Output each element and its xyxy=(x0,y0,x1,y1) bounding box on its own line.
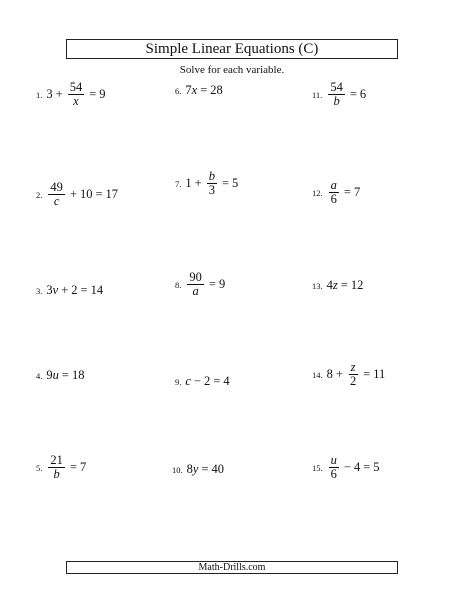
fraction-denominator: 6 xyxy=(330,467,337,481)
problem-rhs: 5 xyxy=(373,460,380,474)
problem-number: 4. xyxy=(36,370,43,381)
problem-number: 13. xyxy=(312,280,323,291)
problem-fraction xyxy=(48,181,65,208)
fraction-denominator: c xyxy=(53,194,60,208)
problem-3 xyxy=(36,283,103,298)
problem-rhs: 11 xyxy=(373,367,386,381)
problem-rhs: 4 xyxy=(223,374,230,388)
problem-term: 8 xyxy=(326,367,333,381)
problem-term: 3 xyxy=(46,87,53,101)
fraction-numerator: 54 xyxy=(330,80,343,94)
problem-number: 14. xyxy=(312,369,323,380)
problem-coefficient: 8 xyxy=(186,462,193,476)
problem-13 xyxy=(312,278,363,293)
problem-term: 1 xyxy=(185,176,192,190)
problem-coefficient: 9 xyxy=(46,368,53,382)
problem-rhs: 18 xyxy=(71,368,85,382)
problem-rhs: 6 xyxy=(359,87,367,101)
problem-number: 6. xyxy=(175,85,182,96)
problem-5 xyxy=(36,454,86,481)
problem-equals: = xyxy=(200,83,208,97)
problem-10 xyxy=(172,462,224,477)
problem-11 xyxy=(312,81,366,108)
problem-operator: + xyxy=(55,87,63,101)
problem-operator: − xyxy=(193,374,201,388)
problem-number: 10. xyxy=(172,464,183,475)
problem-variable: c xyxy=(185,374,191,388)
problem-rhs: 12 xyxy=(350,278,364,292)
problem-equals: = xyxy=(80,283,88,297)
fraction-numerator: u xyxy=(330,453,337,467)
problem-equals: = xyxy=(363,367,371,381)
worksheet-title: Simple Linear Equations (C) xyxy=(66,39,398,59)
problem-1 xyxy=(36,81,106,108)
fraction-denominator: 3 xyxy=(208,183,215,197)
fraction-numerator: 90 xyxy=(189,270,202,284)
problem-rhs: 28 xyxy=(210,83,223,97)
problem-term: 2 xyxy=(204,374,211,388)
problem-fraction xyxy=(48,454,65,481)
fraction-numerator: 21 xyxy=(50,453,63,467)
problem-number: 15. xyxy=(312,462,323,473)
problem-equals: = xyxy=(349,87,357,101)
problem-coefficient: 7 xyxy=(185,83,192,97)
problem-fraction xyxy=(329,454,339,481)
fraction-denominator: b xyxy=(53,467,60,481)
problem-variable: z xyxy=(332,278,338,292)
problem-12 xyxy=(312,179,360,206)
problem-equals: = xyxy=(213,374,221,388)
footer-site-name: Math-Drills.com xyxy=(66,561,398,574)
problem-2 xyxy=(36,181,118,208)
problem-equals: = xyxy=(340,278,348,292)
fraction-denominator: 6 xyxy=(330,192,337,206)
problem-variable: x xyxy=(191,83,198,97)
problem-equals: = xyxy=(221,176,229,190)
problem-rhs: 14 xyxy=(90,283,104,297)
problem-rhs: 9 xyxy=(218,277,226,291)
problem-equals: = xyxy=(363,460,371,474)
fraction-numerator: z xyxy=(350,360,356,374)
problem-15 xyxy=(312,454,380,481)
problem-number: 8. xyxy=(175,279,182,290)
problem-fraction xyxy=(187,271,204,298)
problem-operator: + xyxy=(61,283,69,297)
problem-variable: u xyxy=(52,368,59,382)
problem-fraction xyxy=(68,81,85,108)
problem-equals: = xyxy=(61,368,69,382)
problem-number: 11. xyxy=(312,89,323,100)
problem-operator: − xyxy=(343,460,351,474)
problem-number: 9. xyxy=(175,376,182,387)
problem-6 xyxy=(175,83,223,98)
problem-number: 3. xyxy=(36,285,43,296)
problem-number: 12. xyxy=(312,187,323,198)
problem-term: 2 xyxy=(71,283,78,297)
problem-9 xyxy=(175,374,230,389)
problem-term: 4 xyxy=(353,460,361,474)
fraction-numerator: a xyxy=(330,178,337,192)
problem-equals: = xyxy=(95,187,103,201)
problem-14 xyxy=(312,361,385,388)
problem-number: 7. xyxy=(175,178,182,189)
fraction-numerator: b xyxy=(208,169,215,183)
problem-equals: = xyxy=(208,277,216,291)
fraction-numerator: 49 xyxy=(50,180,63,194)
problem-rhs: 7 xyxy=(353,185,361,199)
problem-equals: = xyxy=(89,87,97,101)
problem-fraction xyxy=(328,81,345,108)
problem-operator: + xyxy=(194,176,202,190)
problem-4 xyxy=(36,368,84,383)
fraction-denominator: a xyxy=(192,284,199,298)
problem-number: 2. xyxy=(36,189,43,200)
problem-variable: y xyxy=(192,462,199,476)
problem-fraction xyxy=(348,361,358,388)
problem-term: 10 xyxy=(79,187,93,201)
fraction-denominator: b xyxy=(333,94,340,108)
problem-number: 1. xyxy=(36,89,43,100)
worksheet-instructions: Solve for each variable. xyxy=(179,64,285,76)
problem-coefficient: 3 xyxy=(46,283,53,297)
problem-8 xyxy=(175,271,225,298)
problem-rhs: 7 xyxy=(79,460,87,474)
problem-fraction xyxy=(329,179,339,206)
problem-rhs: 5 xyxy=(232,176,239,190)
problem-number: 5. xyxy=(36,462,43,473)
problem-rhs: 9 xyxy=(99,87,106,101)
problem-equals: = xyxy=(69,460,77,474)
fraction-denominator: 2 xyxy=(349,374,357,388)
problem-operator: + xyxy=(335,367,343,381)
problem-equals: = xyxy=(201,462,209,476)
fraction-denominator: x xyxy=(73,94,79,108)
problem-coefficient: 4 xyxy=(326,278,333,292)
problem-equals: = xyxy=(343,185,351,199)
fraction-numerator: 54 xyxy=(69,80,83,94)
problem-rhs: 40 xyxy=(211,462,224,476)
problem-operator: + xyxy=(69,187,77,201)
problem-rhs: 17 xyxy=(105,187,118,201)
problem-7 xyxy=(175,170,238,197)
problem-fraction xyxy=(207,170,217,197)
problem-variable: v xyxy=(52,283,59,297)
